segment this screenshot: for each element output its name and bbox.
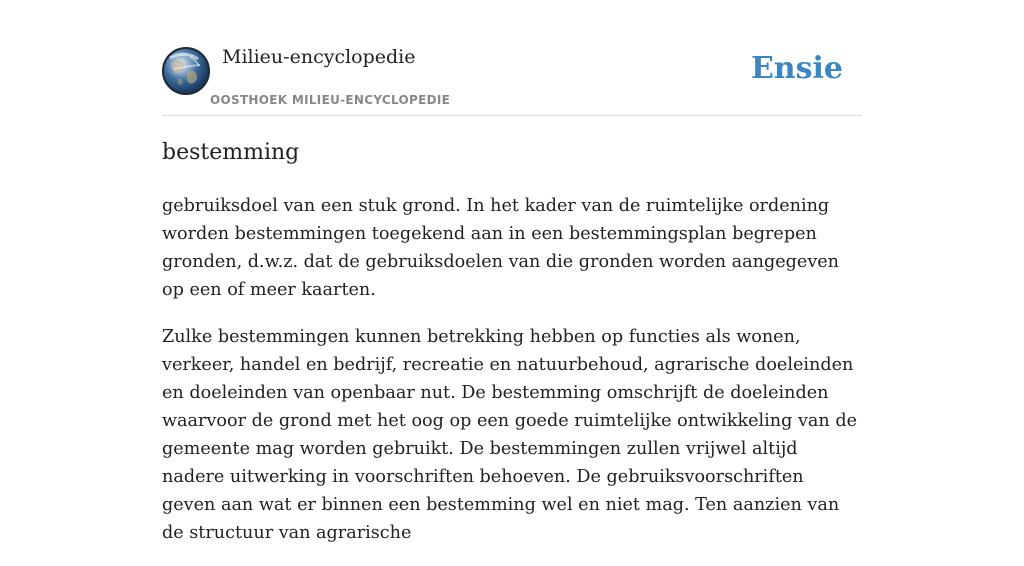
site-title[interactable]: Milieu-encyclopedie	[222, 46, 416, 68]
site-header	[162, 0, 862, 116]
entry-paragraph-1: gebruiksdoel van een stuk grond. In het kader van de ruimtelijke ordening worden bestemmingen toegekend aan in een bestemmingsplan begrepen gronden, d.w.z. dat de gebruiksdoelen van die gronden worden aangegeven op een of meer kaarten.	[162, 196, 840, 300]
earth-globe-icon[interactable]	[162, 47, 210, 95]
page	[162, 0, 862, 543]
entry-paragraph-2: Zulke bestemmingen kunnen betrekking hebben op functies als wonen, verkeer, handel en bedrijf, recreatie en natuurbehoud, agrarische doeleinden en doeleinden van openbaar nut. De bestemming omschrijft de doeleinden waarvoor de grond met het oog op een goede ruimtelijke ontwikkeling van de gemeente mag worden gebruikt. De bestemmingen zullen vrijwel altijd nadere uitwerking in voorschriften behoeven. De gebruiksvoorschriften geven aan wat er binnen een bestemming wel en niet mag. Ten aanzien van de structuur van agrarische	[162, 327, 858, 543]
brand-logo-ensie[interactable]: Ensie	[750, 51, 843, 86]
earth-globe-graphic	[164, 49, 208, 93]
entry-content	[162, 192, 862, 566]
site-subtitle[interactable]: OOSTHOEK MILIEU-ENCYCLOPEDIE	[210, 93, 451, 107]
entry-title: bestemming	[162, 140, 300, 165]
